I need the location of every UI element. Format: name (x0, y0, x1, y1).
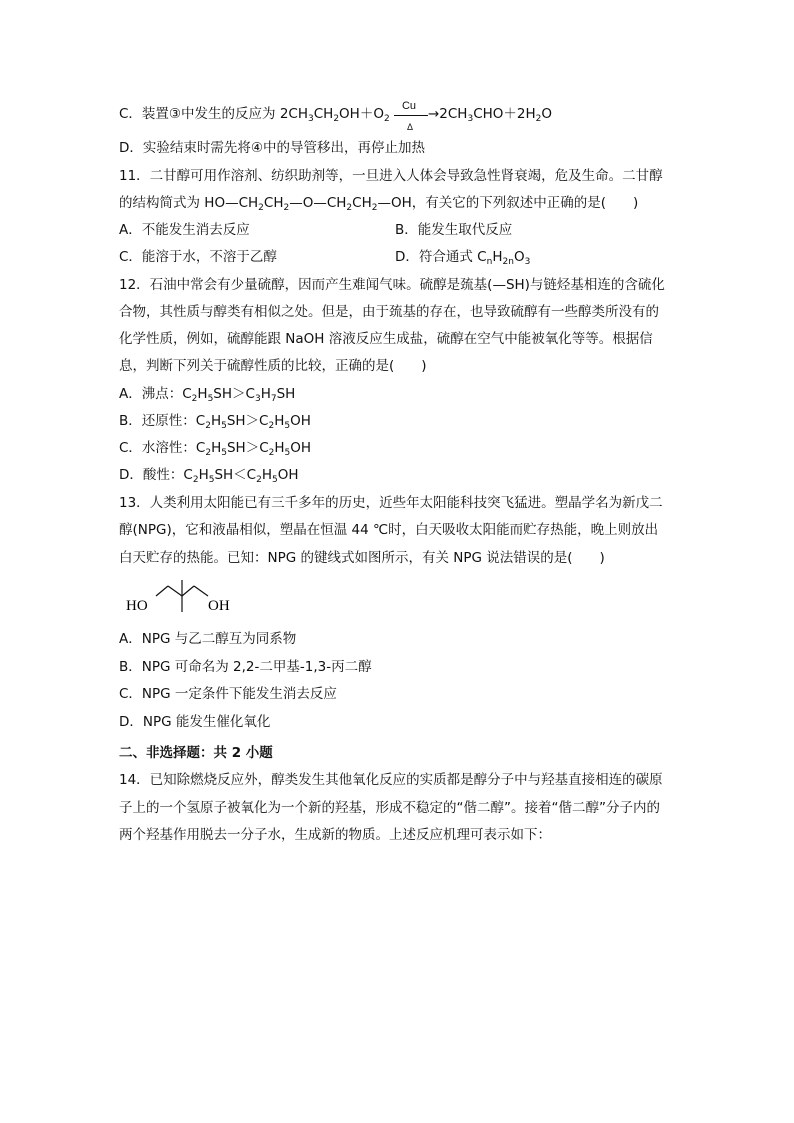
sub: 3 (308, 114, 314, 124)
sub: 2 (268, 421, 275, 431)
q12-stem-line3: 化学性质，例如，硫醇能跟 NaOH 溶液反应生成盐，硫醇在空气中能被氧化等等。根据信 (119, 331, 653, 347)
q11-option-c: C．能溶于水，不溶于乙醇 (119, 249, 277, 265)
q11-stem-line2 (119, 193, 638, 213)
text: —O—CH (289, 195, 347, 211)
sub: 5 (221, 448, 227, 458)
sub: 2 (371, 203, 378, 213)
sub: 5 (272, 475, 278, 485)
section-heading: 二、非选择题：共 2 小题 (119, 745, 273, 761)
q12-stem-line1: 12．石油中常会有少量硫醇，因而产生难闻气味。硫醇是巯基(—SH)与链烃基相连的含硫化 (119, 277, 665, 293)
sub: 2 (258, 203, 264, 213)
q11-stem-line1: 11．二甘醇可用作溶剂、纺织助剂等，一旦进入人体会导致急性肾衰竭，危及生命。二甘醇 (119, 168, 663, 184)
text: CHO＋2H (473, 106, 536, 122)
text: CH (352, 195, 372, 211)
text: H (197, 386, 208, 402)
sub: 2 (333, 114, 340, 124)
sub: 2 (256, 475, 262, 485)
sub: 2 (205, 448, 212, 458)
q13-stem-line3: 白天贮存的热能。已知：NPG 的键线式如图所示，有关 NPG 说法错误的是( ) (119, 550, 605, 566)
q10-option-c (119, 100, 553, 132)
text: D．符合通式 C (395, 249, 487, 265)
sub: 5 (208, 475, 215, 485)
text: H (260, 386, 271, 402)
text: C．装置③中发生的反应为 2CH (119, 106, 308, 122)
text: H (261, 467, 272, 483)
text: SH (276, 386, 296, 402)
text: CH (263, 195, 284, 211)
q10-option-d: D．实验结束时需先将④中的导管移出，再停止加热 (119, 140, 425, 156)
heat-symbol: Δ (406, 122, 413, 132)
text: SH＜C (214, 467, 257, 483)
sub: 7 (270, 394, 277, 404)
text: 的结构简式为 HO—CH (119, 195, 259, 211)
text: CH (313, 106, 334, 122)
sub: 5 (207, 394, 214, 404)
q12-stem-line4: 息，判断下列关于硫醇性质的比较，正确的是( ) (119, 358, 427, 374)
catalyst-label: Cu (401, 100, 417, 112)
bond (194, 586, 208, 596)
text: H (210, 413, 222, 429)
sub: 5 (284, 448, 291, 458)
q12-option-a (119, 384, 295, 404)
sub: 2 (383, 114, 390, 124)
sub: 2 (191, 394, 198, 404)
text: SH＞C (226, 440, 269, 456)
hydroxyl-right-label: OH (208, 598, 230, 614)
text: SH＞C (213, 386, 255, 402)
sub: 2n (502, 257, 514, 267)
text: —OH，有关它的下列叙述中正确的是( ) (377, 195, 639, 211)
text: H (274, 440, 285, 456)
text: O (541, 106, 553, 122)
text: →2CH (427, 106, 468, 122)
text: OH (290, 440, 312, 456)
q12-option-c (119, 438, 311, 458)
sub: 5 (284, 421, 291, 431)
q11-option-d (395, 247, 530, 267)
q13-option-d: D．NPG 能发生催化氧化 (119, 714, 271, 730)
q12-stem-line2: 合物，其性质与醇类有相似之处。但是，由于巯基的存在，也导致硫醇有一些醇类所没有的 (119, 304, 659, 320)
text: D．酸性：C (119, 467, 193, 483)
q13-stem-line1: 13．人类利用太阳能已有三千多年的历史，近些年太阳能科技突飞猛进。塑晶学名为新戊二 (119, 495, 663, 511)
q13-stem-line2: 醇(NPG)，它和液晶相似，塑晶在恒温 44 ℃时，白天吸收太阳能而贮存热能，晚上则放出 (119, 522, 659, 538)
npg-skeletal-formula (126, 578, 246, 618)
q11-option-b: B．能发生取代反应 (395, 222, 513, 238)
text: SH＞C (226, 413, 269, 429)
sub: 3 (467, 114, 474, 124)
text: B．还原性：C (119, 413, 206, 429)
hydroxyl-left-label: HO (126, 598, 148, 614)
q11-option-a: A．不能发生消去反应 (119, 222, 250, 238)
q11-option-row1 (119, 220, 250, 240)
bond (182, 586, 194, 596)
q14-stem-line2: 子上的一个氢原子被氧化为一个新的羟基，形成不稳定的“偕二醇”。接着“偕二醇”分子内的 (119, 800, 660, 816)
q12-option-d (119, 465, 299, 485)
sub: n (486, 257, 493, 267)
q14-stem-line1: 14．已知除燃烧反应外，醇类发生其他氧化反应的实质都是醇分子中与羟基直接相连的碳原 (119, 772, 663, 788)
sub: 3 (254, 394, 261, 404)
text: H (492, 249, 503, 265)
sub: 2 (535, 114, 542, 124)
text: A．沸点：C (119, 386, 192, 402)
sub: 2 (346, 203, 353, 213)
q12-option-b (119, 411, 311, 431)
reaction-condition (394, 100, 428, 132)
reaction-arrow-bar (394, 115, 428, 116)
text: OH (290, 413, 311, 429)
text: H (211, 440, 222, 456)
text: H (274, 413, 285, 429)
q13-option-c: C．NPG 一定条件下能发生消去反应 (119, 686, 337, 702)
sub: 3 (524, 257, 531, 267)
bond (168, 586, 182, 596)
sub: 5 (221, 421, 227, 431)
q13-option-a: A．NPG 与乙二醇互为同系物 (119, 631, 297, 647)
text: O (513, 249, 525, 265)
q13-option-b: B．NPG 可命名为 2,2-二甲基-1,3-丙二醇 (119, 659, 372, 675)
text: C．水溶性：C (119, 440, 206, 456)
q14-stem-line3: 两个羟基作用脱去一分子水，生成新的物质。上述反应机理可表示如下： (119, 827, 551, 843)
sub: 2 (268, 448, 275, 458)
text: H (198, 467, 209, 483)
text: OH (277, 467, 299, 483)
sub: 2 (283, 203, 290, 213)
sub: 2 (192, 475, 199, 485)
text: OH＋O (339, 106, 384, 122)
sub: 2 (205, 421, 211, 431)
bond (156, 586, 168, 596)
